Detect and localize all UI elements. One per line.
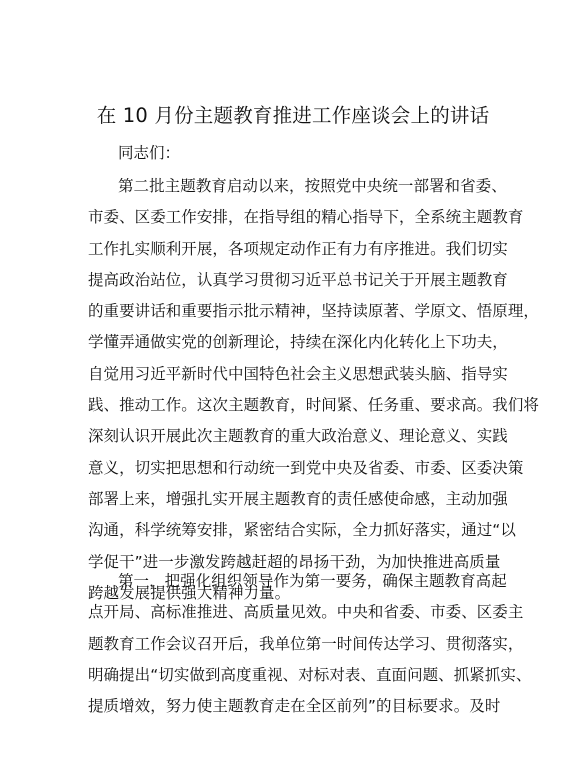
paragraph-line: 沟通，科学统筹安排，紧密结合实际，全力抓好落实，通过“以 [88,521,516,540]
paragraph-2 [88,566,532,722]
paragraph-line: 第一，把强化组织领导作为第一要务，确保主题教育高起 [118,572,507,590]
paragraph-line: 市委、区委工作安排，在指导组的精心指导下，全系统主题教育 [88,208,524,227]
paragraph-1 [88,171,539,609]
paragraph-line: 提高政治站位，认真学习贯彻习近平总书记关于开展主题教育 [88,270,508,289]
paragraph-line: 的重要讲话和重要指示批示精神，坚持读原著、学原文、悟原理， [88,302,539,321]
paragraph-line: 学懂弄通做实党的创新理论，持续在深化内化转化上下功夫， [88,333,508,352]
salutation: 同志们： [118,144,181,162]
paragraph-line: 题教育工作会议召开后，我单位第一时间传达学习、贯彻落实， [88,634,524,653]
paragraph-line: 深刻认识开展此次主题教育的重大政治意义、理论意义、实践 [88,427,508,446]
paragraph-line: 自觉用习近平新时代中国特色社会主义思想武装头脑、指导实 [88,364,508,383]
paragraph-line: 部署上来，增强扎实开展主题教育的责任感使命感，主动加强 [88,489,508,508]
paragraph-line: 践、推动工作。这次主题教育，时间紧、任务重、要求高。我们将 [88,396,539,415]
paragraph-line: 明确提出“切实做到高度重视、对标对表、直面问题、抓紧抓实、 [88,665,532,684]
paragraph-line: 点开局、高标准推进、高质量见效。中央和省委、市委、区委主 [88,603,524,622]
paragraph-line: 工作扎实顺利开展，各项规定动作正有力有序推进。我们切实 [88,239,508,258]
document-title: 在 10 月份主题教育推进工作座谈会上的讲话 [96,104,490,127]
paragraph-line: 跨越发展提供强大精神力量。 [88,583,291,602]
paragraph-line: 提质增效，努力使主题教育走在全区前列”的目标要求。及时 [88,697,501,716]
paragraph-line: 意义，切实把思想和行动统一到党中央及省委、市委、区委决策 [88,458,524,477]
paragraph-line: 第二批主题教育启动以来，按照党中央统一部署和省委、 [118,177,507,195]
paragraph-line: 学促干”进一步激发跨越赶超的昂扬干劲，为加快推进高质量 [88,552,501,571]
